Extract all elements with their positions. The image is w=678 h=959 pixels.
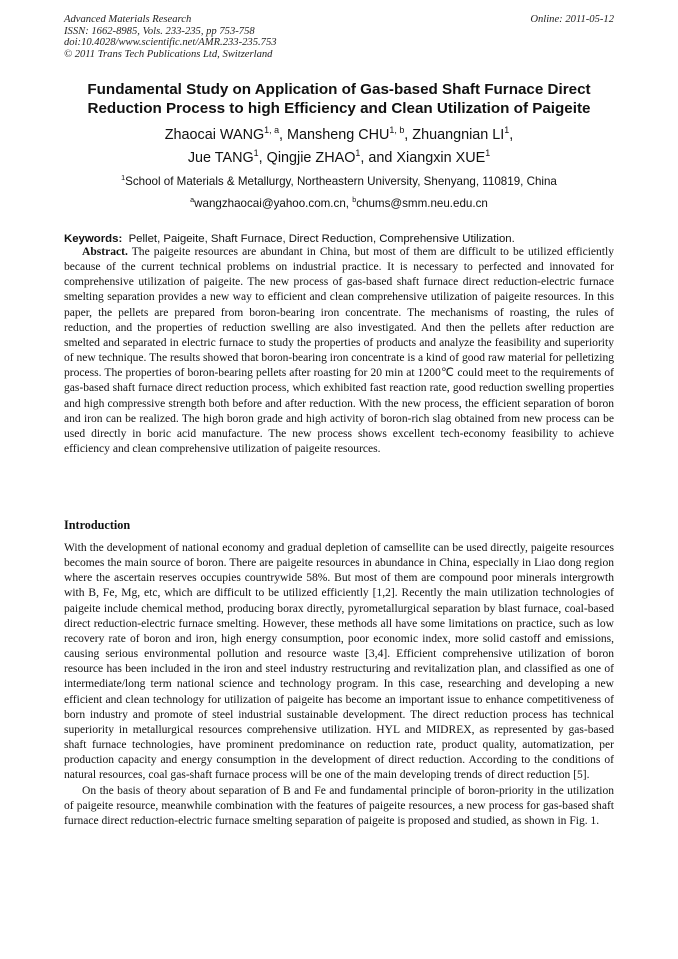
online-date: Online: 2011-05-12 xyxy=(530,14,614,25)
author-line-1 xyxy=(40,124,638,147)
journal-doi: doi:10.4028/www.scientific.net/AMR.233-235.753 xyxy=(64,37,277,49)
author-name: Qingjie ZHAO xyxy=(266,150,356,166)
paper-title-line-2: Reduction Process to high Efficiency and Clean Utilization of Paigeite xyxy=(87,100,591,117)
paper-title xyxy=(40,80,638,118)
author-separator: , xyxy=(509,127,514,143)
author-separator: , xyxy=(279,127,288,143)
introduction-section xyxy=(64,541,614,829)
abstract-paragraph xyxy=(64,245,614,457)
author-name: Jue TANG xyxy=(187,150,254,166)
email-a: wangzhaocai@yahoo.com.cn, xyxy=(194,197,353,210)
affiliation-mark: 1 xyxy=(121,173,126,183)
author-separator: , xyxy=(258,150,267,166)
email-mark-b: b xyxy=(352,195,357,205)
author-affil-mark: 1 xyxy=(253,148,259,159)
affiliation-text: School of Materials & Metallurgy, Northeastern University, Shenyang, 110819, China xyxy=(125,175,557,188)
author-name: Xiangxin XUE xyxy=(396,150,486,166)
author-affil-mark: 1, b xyxy=(389,125,405,136)
author-affil-mark: 1 xyxy=(355,148,361,159)
abstract xyxy=(64,245,614,457)
introduction-paragraph-2: On the basis of theory about separation of B and Fe and fundamental principle of boron-priority in the utilization of paigeite resource, meanwhile combination with the features of paigeite resources, a new process for gas-based shaft furnace direct reduction-electric furnace smelting separation of paigeite is proposed and studied, as shown in Fig. 1. xyxy=(64,784,614,827)
keywords-text: Pellet, Paigeite, Shaft Furnace, Direct Reduction, Comprehensive Utilization. xyxy=(128,233,515,245)
author-list xyxy=(40,124,638,170)
author-separator: , and xyxy=(360,150,397,166)
keywords xyxy=(64,232,614,246)
author-affil-mark: 1 xyxy=(504,125,510,136)
author-emails xyxy=(40,197,638,211)
author-affil-mark: 1 xyxy=(485,148,491,159)
author-line-2 xyxy=(40,147,638,170)
email-b: chums@smm.neu.edu.cn xyxy=(356,197,488,210)
journal-name: Advanced Materials Research xyxy=(64,14,192,25)
abstract-text: The paigeite resources are abundant in China, but most of them are difficult to be utilized efficiently because of the current technical problems on industrial practice. It is necessary to perfected and innovated for comprehensive utilization of paigeite. The new process of gas-based shaft furnace direct reduction-electric furnace smelting separation provides a new way to efficient and clean comprehensive utilization of paigeite resources. In this paper, the pellets are prepared from boron-bearing iron concentrate. The mechanisms of roasting, the rules of reduction, and the properties of reduction swelling are also investigated. And then the pellets after reduction are smelted and separated in electric furnace to study the properties of products and analyze the feasibility and superiority of new technique. The results showed that boron-bearing iron concentrate is a kind of good raw material for pelletizing process. The properties of boron-bearing pellets after roasting for 20 min at 1200℃ could meet to the requirements of gas-based shaft furnace direct reduction process, which exhibited fast reaction rate, good reduction swelling properties and high compressive strength both before and after reduction. With the new process, the efficient separation of boron and iron can be realized. The high boron grade and high activity of boron-rich slag obtained from new process can be used directly in boric acid manufacture. The new process shows excellent tech-economy feasibility to achieve efficiency and clean comprehensive utilization of paigeite resources. xyxy=(64,246,614,456)
author-name: Zhaocai WANG xyxy=(164,127,265,143)
journal-copyright: © 2011 Trans Tech Publications Ltd, Switzerland xyxy=(64,48,273,60)
paper-title-line-1: Fundamental Study on Application of Gas-based Shaft Furnace Direct xyxy=(87,81,591,98)
section-heading-introduction: Introduction xyxy=(64,518,131,532)
author-affil-mark: 1, a xyxy=(264,125,280,136)
affiliation xyxy=(40,175,638,189)
journal-header xyxy=(64,14,614,60)
author-name: Mansheng CHU xyxy=(287,127,390,143)
journal-issn: ISSN: 1662-8985, Vols. 233-235, pp 753-758 xyxy=(64,25,255,37)
keywords-label: Keywords: xyxy=(64,233,123,245)
email-mark-a: a xyxy=(190,195,195,205)
introduction-paragraph-1: With the development of national economy and gradual depletion of camsellite can be used directly, paigeite resources becomes the main source of boron. There are paigeite resources in abundance in China, especially in Liao dong region where the ascertain reserves occupies countrywide 58%. But most of them are compound poor minerals intergrowth with B, Fe, Mg, etc, which are difficult to be utilized efficiently [1,2]. Recently the main utilization technologies of paigeite include chemical method, producing borax directly, pyrometallurgical separation by blast furnace, coal-based direct reduction-electric furnace smelting. However, these methods all have some limitations on practice, such as low recovery rate of boron and iron, high energy consumption, poor economic index, more solid castoff and emissions, causing serious environmental pollution and resource waste [3,4]. Efficient comprehensive utilization of boron resource has been included in the iron and steel industry restructuring and revitalization plan, and classified as one of intermediate/long term national science and technology program. In this case, researching and developing a new efficient and clean technology for utilization of paigeite has become an important issue to enhance competitiveness of born industry and promote of steel industrial sustainable development. The direct reduction process has technical superiority in metallurgical resources comprehensive utilization. HYL and MIDREX, as represented by gas-based shaft furnace technologies, have prominent predominance on reduction rate, product quality, automatization, per production capacity and energy consumption in the development of direct reduction. According to the conditions of natural resources, coal gas-shaft furnace process will be one of the main developing trends of direct reduction [5]. xyxy=(64,542,614,782)
author-name: Zhuangnian LI xyxy=(412,127,505,143)
author-separator: , xyxy=(404,127,413,143)
abstract-label: Abstract. xyxy=(82,246,128,258)
